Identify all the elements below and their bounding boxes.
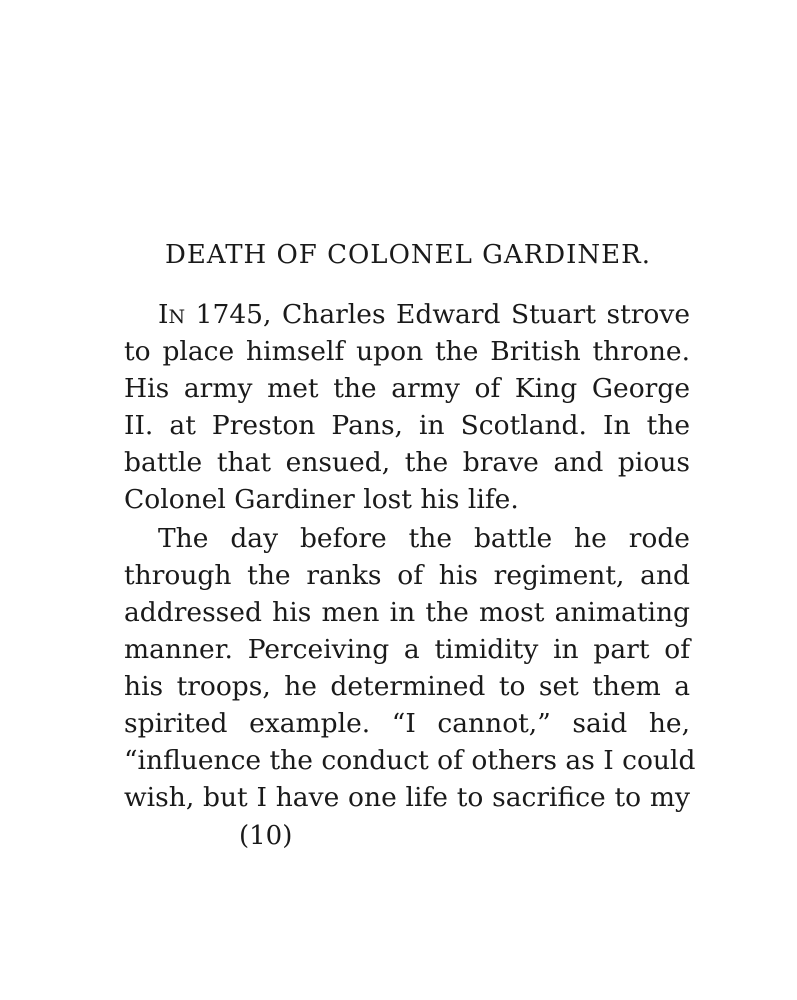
dropcap-word: In: [158, 299, 186, 330]
paragraph-line: Colonel Gardiner lost his life.: [124, 484, 519, 515]
paragraph-line: spirited example. “I cannot,” said he,: [124, 708, 690, 739]
paragraph-line: The day before the battle he rode: [158, 523, 690, 554]
paragraph-line: “influence the conduct of others as I could: [124, 745, 696, 776]
paragraph-line: to place himself upon the British throne.: [124, 336, 690, 367]
paragraph-line: addressed his men in the most animating: [124, 597, 690, 628]
paragraph-1: [124, 296, 690, 518]
paragraph-line: His army met the army of King George: [124, 373, 690, 404]
first-line-text: 1745, Charles Edward Stuart strove: [185, 299, 690, 330]
page-number: (10): [239, 821, 293, 851]
paragraph-2: [124, 520, 696, 816]
paragraph-line: manner. Perceiving a timidity in part of: [124, 634, 690, 665]
paragraph-line: his troops, he determined to set them a: [124, 671, 690, 702]
chapter-title: DEATH OF COLONEL GARDINER.: [165, 240, 651, 270]
paragraph-line: wish, but I have one life to sacrifice to my: [124, 782, 690, 813]
paragraph-line: [124, 296, 690, 333]
paragraph-line: battle that ensued, the brave and pious: [124, 447, 690, 478]
paragraph-line: II. at Preston Pans, in Scotland. In the: [124, 410, 690, 441]
paragraph-line: through the ranks of his regiment, and: [124, 560, 690, 591]
